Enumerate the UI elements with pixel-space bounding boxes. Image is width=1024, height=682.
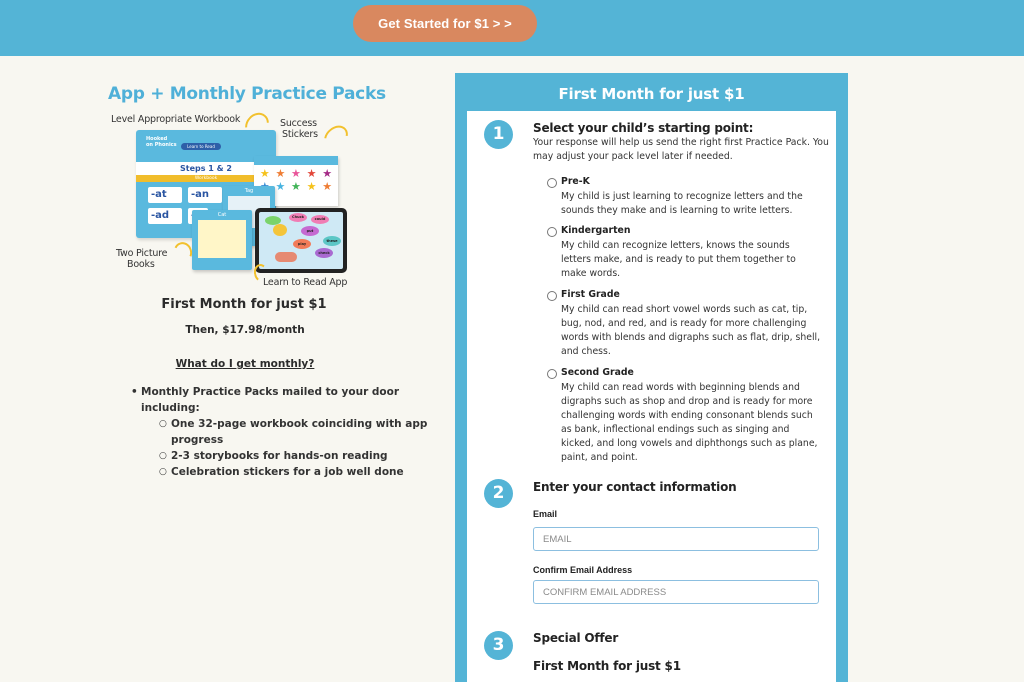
- panel-title: First Month for just $1: [558, 85, 745, 103]
- signup-panel: [455, 73, 848, 682]
- price-subtitle: Then, $17.98/month: [185, 324, 305, 336]
- step-3-badge: 3: [484, 631, 513, 660]
- step-1-heading: Select your child’s starting point:: [533, 121, 754, 135]
- stickers-image: ★ ★ ★ ★ ★ ★ ★ ★ ★: [254, 156, 338, 206]
- step-1-badge: 1: [484, 120, 513, 149]
- stickers-label-2: Stickers: [282, 129, 318, 140]
- top-banner: [0, 0, 1024, 56]
- what-do-i-get-link[interactable]: What do I get monthly?: [175, 358, 315, 370]
- benefits-list: [131, 384, 451, 480]
- list-item: ○ One 32-page workbook coinciding with app progress: [159, 418, 428, 446]
- picture-book-tag: Tag: [223, 186, 275, 246]
- list-item: ○ 2-3 storybooks for hands-on reading: [159, 450, 388, 462]
- app-label: Learn to Read App: [263, 277, 348, 288]
- picture-book-cat: Cat: [192, 210, 252, 270]
- special-offer-text: First Month for just $1: [533, 659, 681, 673]
- radio-second-grade[interactable]: [547, 369, 557, 379]
- radio-prek[interactable]: [547, 178, 557, 188]
- step-1-description: Your response will help us send the right first Practice Pack. You may adjust your pack level later if needed.: [533, 137, 829, 162]
- workbook-image: Hooked on Phonics Learn to Read Steps 1 & 2 Workbook -at -an -ad: [136, 130, 276, 238]
- email-input[interactable]: [533, 527, 819, 551]
- step-2-heading: Enter your contact information: [533, 480, 737, 494]
- list-item: ○ Celebration stickers for a job well done: [159, 466, 404, 478]
- radio-kindergarten[interactable]: [547, 227, 557, 237]
- step-3-heading: Special Offer: [533, 631, 619, 645]
- arrow-icon: [320, 121, 353, 153]
- list-item: • Monthly Practice Packs mailed to your door including:: [131, 386, 400, 414]
- stickers-label-1: Success: [280, 118, 317, 129]
- get-started-button[interactable]: Get Started for $1 > >: [353, 5, 537, 42]
- radio-first-grade[interactable]: [547, 291, 557, 301]
- offer-title: App + Monthly Practice Packs: [108, 84, 386, 104]
- email-label: Email: [533, 509, 558, 519]
- confirm-email-label: Confirm Email Address: [533, 565, 633, 575]
- product-illustration: [108, 108, 373, 293]
- step-2-badge: 2: [484, 479, 513, 508]
- price-title: First Month for just $1: [161, 297, 327, 312]
- tablet-app-image: Chuck could put play these check: [255, 208, 347, 273]
- books-label-1: Two Picture: [116, 248, 168, 259]
- confirm-email-input[interactable]: [533, 580, 819, 604]
- workbook-label: Level Appropriate Workbook: [111, 114, 241, 125]
- books-label-2: Books: [127, 259, 155, 270]
- signup-form: 1 Select your child’s starting point: Your response will help us send the right first Practice Pack. You may adjust your pack level later if needed. Pre-K My child is just learning to recognize letters and the sounds they make and is learning to write letters. Kindergarten My child can recognize letters, knows the sounds letters make, and is ready to put them together to make words. First Grade My child can read short vowel words such as cat, tip, bug, nod, and red, and is ready for more challenging words with blends and digraphs such as flat, drip, shell, and chess. Second Grade My child can read words with beginning blends and digraphs such as shop and drop and is ready for more challenging words with ending consonant blends such as bank, inflectional endings such as singing and kicked, and long vowels and diphthongs such as plane, paint, and point. 2 Enter your contact information Email EMAIL Confirm Email Address CONFIRM EMAIL ADDRESS 3 Special Offer First Month for just $1: [467, 111, 836, 682]
